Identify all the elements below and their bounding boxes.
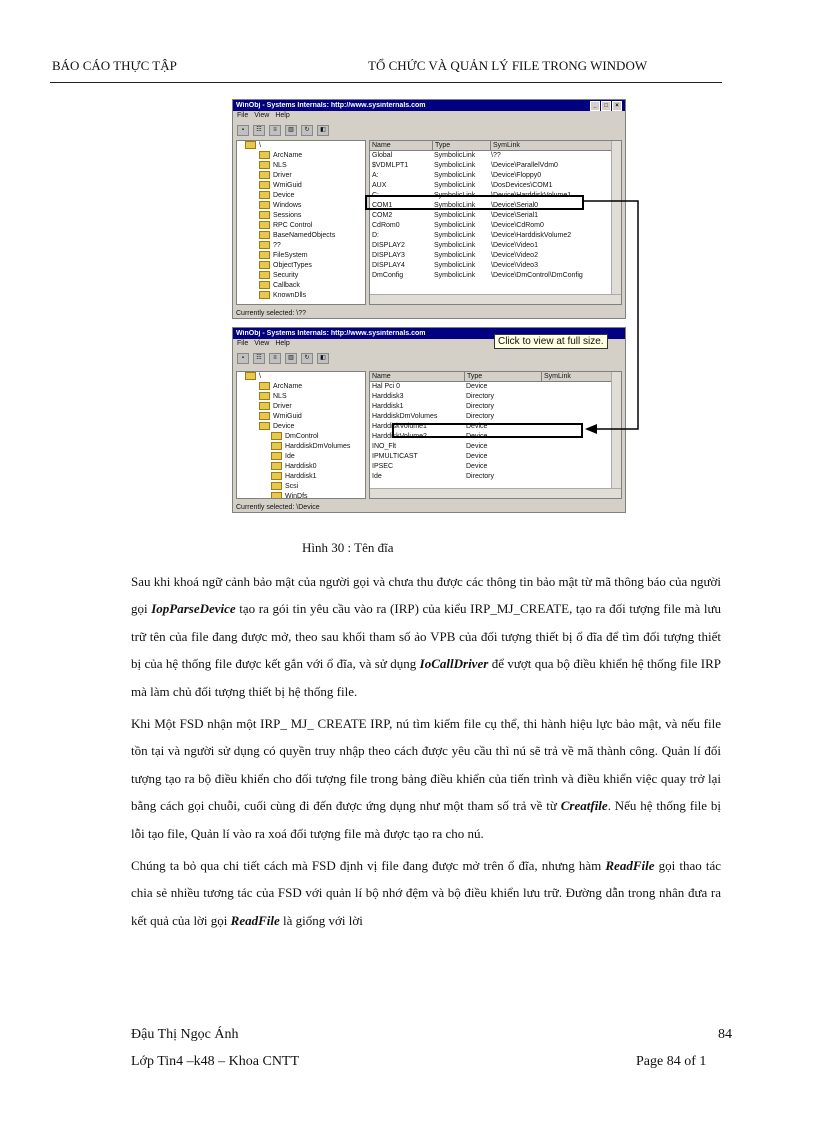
list-cell: SymbolicLink (434, 182, 476, 189)
list-cell: SymbolicLink (434, 152, 476, 159)
tree-item-label: Driver (273, 403, 292, 410)
text-run: là giống với lời (279, 912, 363, 928)
list-cell: \Device\DmControl\DmConfig (491, 272, 583, 279)
header-left: BÁO CÁO THỰC TẬP (52, 58, 177, 73)
list-header (370, 141, 621, 151)
tree-item[interactable] (237, 221, 365, 231)
full-size-tooltip[interactable]: Click to view at full size. (494, 334, 608, 349)
window-1-titlebar (233, 100, 625, 111)
refresh-icon[interactable]: ↻ (301, 353, 313, 364)
folder-icon (259, 281, 270, 289)
tree-item[interactable] (237, 151, 365, 161)
tree-item[interactable] (237, 291, 365, 301)
list-cell: \Device\Floppy0 (491, 172, 542, 179)
tree-item[interactable] (237, 462, 365, 472)
list-cell: CdRom0 (372, 222, 400, 229)
folder-icon (245, 141, 256, 149)
list-cell: \DosDevices\COM1 (491, 182, 553, 189)
tree-item[interactable] (237, 382, 365, 392)
folder-icon (245, 372, 256, 380)
tree-item-label: HarddiskDmVolumes (285, 443, 351, 450)
tree-item-label: WmiGuid (273, 413, 302, 420)
list-row[interactable] (370, 161, 621, 171)
list-cell: DISPLAY4 (372, 262, 405, 269)
list-row[interactable] (370, 442, 621, 452)
list-cell: Device (466, 433, 488, 440)
list-cell: Device (466, 443, 488, 450)
folder-icon (259, 402, 270, 410)
tree-item[interactable] (237, 241, 365, 251)
list-cell: HarddiskVolume1 (372, 423, 427, 430)
list-cell: DmConfig (372, 272, 404, 279)
tree-item-label: Windows (273, 202, 302, 209)
menu-help[interactable]: Help (275, 112, 290, 119)
menu-view[interactable]: View (254, 112, 270, 119)
list-cell: AUX (372, 182, 387, 189)
list-cell: SymbolicLink (434, 272, 476, 279)
window-1-status: Currently selected: \?? (236, 310, 307, 317)
tree-item-label: WinDfs (285, 493, 308, 499)
list-cell: Directory (466, 473, 495, 480)
list-cell (540, 442, 621, 452)
tree-item[interactable] (237, 422, 365, 432)
tree-item[interactable] (237, 392, 365, 402)
list-cell: SymbolicLink (434, 202, 476, 209)
tree-item-label: ?? (273, 242, 281, 249)
properties-icon[interactable]: ◧ (317, 353, 329, 364)
tree-item-label: Callback (273, 282, 300, 289)
tree-item[interactable] (237, 191, 365, 201)
text-run: Sau khi khoá ngữ cảnh bảo mật của người gọi và chưa thu được các thông tin bảo mật từ mã thông báo của người gọi (131, 574, 721, 617)
folder-icon (259, 422, 270, 430)
folder-icon (259, 251, 270, 259)
list-row[interactable] (370, 181, 621, 191)
list-cell: SymbolicLink (434, 162, 476, 169)
tree-item-label: WmiGuid (273, 182, 302, 189)
window-1-toolbar (233, 123, 625, 138)
list-cell (540, 462, 621, 472)
text-run: gọi thao tác chia sẻ nhiều tương tác của FSD với quản lí bộ nhớ đệm và bộ điều khiển lưu trữ. Đường dẫn trong nhân đưa ra kết quả của lời gọi (131, 858, 721, 928)
body-text (131, 568, 721, 939)
tree-item-label: KnownDlls (273, 292, 307, 299)
list-cell: \?? (491, 152, 501, 159)
folder-icon (259, 392, 270, 400)
menu-file[interactable]: File (237, 112, 249, 119)
tree-item[interactable] (237, 251, 365, 261)
properties-icon[interactable]: ◧ (317, 125, 329, 136)
list-cell: \Device\CdRom0 (491, 222, 544, 229)
tree-item[interactable] (237, 452, 365, 462)
small-icons-icon[interactable]: ☷ (253, 125, 265, 136)
menu-help[interactable]: Help (275, 340, 290, 347)
folder-icon (259, 231, 270, 239)
folder-icon (259, 211, 270, 219)
folder-icon (271, 462, 282, 470)
close-button[interactable]: × (612, 101, 622, 111)
function-name: IopParseDevice (151, 601, 236, 617)
tree-item[interactable] (237, 372, 365, 382)
folder-icon (271, 442, 282, 450)
window-1-title: WinObj - Systems Internals: http://www.sysinternals.com (236, 102, 426, 109)
footer-page-number: 84 (718, 1027, 732, 1042)
list-cell: COM1 (372, 202, 393, 209)
tree-item-label: Device (273, 192, 295, 199)
tree-item[interactable] (237, 482, 365, 492)
header-divider (50, 82, 722, 83)
list-cell (540, 472, 621, 482)
folder-icon (271, 472, 282, 480)
list-cell: SymbolicLink (434, 252, 476, 259)
window-2-status: Currently selected: \Device (236, 504, 320, 511)
list-view-icon[interactable]: ≡ (269, 125, 281, 136)
folder-icon (259, 191, 270, 199)
tree-item[interactable] (237, 211, 365, 221)
tree-item-label: ArcName (273, 152, 303, 159)
text-run: để vượt qua bộ điều khiển hệ thống file IRP mà làm chủ đối tượng thiết bị hệ thống file. (131, 656, 721, 699)
paragraph (131, 852, 721, 934)
list-cell: Device (466, 463, 488, 470)
tree-item[interactable] (237, 442, 365, 452)
list-cell: \Device\HarddiskVolume2 (491, 232, 572, 239)
tree-item-label: FileSystem (273, 252, 308, 259)
list-cell: Harddisk3 (372, 393, 404, 400)
list-row[interactable] (370, 452, 621, 462)
tree-item-label: \ (259, 373, 261, 380)
tree-item-label: RPC Control (273, 222, 313, 229)
folder-icon (271, 432, 282, 440)
function-name: Creatfile (560, 798, 608, 814)
window-1-panes (236, 140, 622, 305)
list-cell: Ide (372, 473, 382, 480)
text-run: tạo ra gói tin yêu cầu vào ra (IRP) của kiểu IRP_MJ_CREATE, tạo ra đối tượng file mà lưu trữ tên của file đang được mở, theo sau khối tham số ảo VPB của đối tượng thiết bị ổ đĩa để tìm đối tượng thiết bị của hệ thống file được kết gắn với ổ đĩa, và sử dụng (131, 601, 721, 672)
tree-item-label: Driver (273, 172, 292, 179)
highlight-harddiskvolume1 (392, 423, 583, 438)
menu-view[interactable]: View (254, 340, 270, 347)
tree-item-label: Sessions (273, 212, 302, 219)
window-2-title: WinObj - Systems Internals: http://www.sysinternals.com (236, 330, 426, 337)
list-cell: C: (372, 192, 379, 199)
tree-item[interactable] (237, 281, 365, 291)
tree-item[interactable] (237, 181, 365, 191)
folder-icon (259, 171, 270, 179)
col-type[interactable]: Type (465, 372, 542, 381)
list-cell: \Device\Video2 (491, 252, 538, 259)
function-name: ReadFile (605, 858, 655, 874)
tree-item[interactable] (237, 432, 365, 442)
folder-icon (259, 382, 270, 390)
maximize-button[interactable]: □ (601, 101, 611, 111)
tree-item[interactable] (237, 412, 365, 422)
tree-item[interactable] (237, 201, 365, 211)
folder-icon (259, 201, 270, 209)
list-cell: Directory (466, 413, 495, 420)
tree-item-label: BaseNamedObjects (273, 232, 336, 239)
list-cell: Hal Pci 0 (372, 383, 401, 390)
details-view-icon[interactable]: ▥ (285, 125, 297, 136)
footer-author: Đậu Thị Ngọc Ánh (131, 1027, 239, 1042)
tree-item-label: Harddisk1 (285, 473, 317, 480)
list-cell: SymbolicLink (434, 242, 476, 249)
list-cell: Device (466, 453, 488, 460)
winobj-window-2 (232, 327, 626, 513)
list-cell: \Device\Video3 (491, 262, 538, 269)
list-cell: HarddiskDmVolumes (372, 413, 438, 420)
tree-item-label: ArcName (273, 383, 303, 390)
list-view-icon[interactable]: ≡ (269, 353, 281, 364)
list-cell: \Device\Serial0 (491, 202, 539, 209)
list-cell: INO_Flt (372, 443, 397, 450)
list-cell: SymbolicLink (434, 232, 476, 239)
list-cell: Device (466, 383, 488, 390)
tree-item-label: DmControl (285, 433, 319, 440)
text-run: Chúng ta bỏ qua chi tiết cách mà FSD định vị file đang được mở trên ổ đĩa, nhưng hàm (131, 858, 606, 874)
list-cell: SymbolicLink (434, 192, 476, 199)
function-name: ReadFile (230, 912, 280, 928)
col-type[interactable]: Type (433, 141, 491, 150)
list-cell: Harddisk1 (372, 403, 404, 410)
tree-item[interactable] (237, 261, 365, 271)
tree-item[interactable] (237, 171, 365, 181)
folder-icon (259, 181, 270, 189)
list-row[interactable] (370, 462, 621, 472)
col-symlink[interactable]: SymLink (491, 141, 621, 150)
folder-icon (259, 271, 270, 279)
col-name[interactable]: Name (370, 141, 433, 150)
details-view-icon[interactable]: ▥ (285, 353, 297, 364)
list-cell: A: (372, 172, 379, 179)
col-name[interactable]: Name (370, 372, 465, 381)
folder-icon (259, 161, 270, 169)
list-cell: Directory (466, 393, 495, 400)
list-cell: \Device\Video1 (491, 242, 538, 249)
folder-icon (259, 221, 270, 229)
large-icons-icon[interactable]: ▪ (237, 353, 249, 364)
tree-item-label: Ide (285, 453, 295, 460)
footer-page-of: Page 84 of 1 (636, 1054, 707, 1069)
list-row[interactable] (370, 171, 621, 181)
paragraph (131, 710, 721, 847)
tree-item[interactable] (237, 271, 365, 281)
folder-icon (259, 261, 270, 269)
list-cell: $VDMLPT1 (372, 162, 409, 169)
list-cell: SymbolicLink (434, 222, 476, 229)
highlight-c-drive (365, 195, 584, 210)
folder-icon (259, 151, 270, 159)
tree-item-label: NLS (273, 162, 287, 169)
list-cell: \Device\ParallelVdm0 (491, 162, 558, 169)
tree-item[interactable] (237, 492, 365, 499)
list-cell: IPSEC (372, 463, 394, 470)
tree-item[interactable] (237, 231, 365, 241)
list-cell: SymbolicLink (434, 262, 476, 269)
list-cell: Directory (466, 403, 495, 410)
list-cell: DISPLAY2 (372, 242, 405, 249)
folder-icon (271, 452, 282, 460)
list-cell: \Device\HarddiskVolume1 (491, 192, 572, 199)
tree-item-label: Harddisk0 (285, 463, 317, 470)
window-1-menubar (233, 111, 625, 123)
tree-item-label: NLS (273, 393, 287, 400)
list-cell: D: (372, 232, 379, 239)
tree-item-label: Scsi (285, 483, 299, 490)
minimize-button[interactable]: _ (590, 101, 600, 111)
horizontal-scrollbar[interactable] (370, 488, 621, 498)
header-right: TỔ CHỨC VÀ QUẢN LÝ FILE TRONG WINDOW (368, 58, 648, 73)
tree-item-label: Security (273, 272, 299, 279)
tree-item-label: \ (259, 142, 261, 149)
list-cell: Device (466, 423, 488, 430)
small-icons-icon[interactable]: ☷ (253, 353, 265, 364)
large-icons-icon[interactable]: ▪ (237, 125, 249, 136)
folder-icon (259, 241, 270, 249)
list-row[interactable] (370, 472, 621, 482)
window-1-tree (236, 140, 366, 305)
list-cell: SymbolicLink (434, 172, 476, 179)
footer-class: Lớp Tin4 –k48 – Khoa CNTT (131, 1054, 300, 1069)
folder-icon (271, 482, 282, 490)
folder-icon (259, 291, 270, 299)
list-cell: IPMULTICAST (372, 453, 418, 460)
list-cell: COM2 (372, 212, 393, 219)
paragraph (131, 568, 721, 705)
menu-file[interactable]: File (237, 340, 249, 347)
list-cell: DISPLAY3 (372, 252, 405, 259)
tree-item[interactable] (237, 161, 365, 171)
text-run: . Nếu hệ thống file bị lỗi tạo file, Quản lí vào ra xoá đối tượng file mà được tạo ra cho nú. (131, 798, 721, 841)
list-cell: HarddiskVolume2 (372, 433, 427, 440)
list-cell (540, 452, 621, 462)
folder-icon (259, 412, 270, 420)
folder-icon (271, 492, 282, 499)
tree-item-label: ObjectTypes (273, 262, 312, 269)
list-cell: Global (372, 152, 393, 159)
text-run: Khi Một FSD nhận một IRP_ MJ_ CREATE IRP, nú tìm kiếm file cụ thể, thi hành hiệu lực bảo mật, và nếu file tồn tại và người sử dụng có quyền truy nhập theo cách được yêu cầu thì nú sẽ trả về mã thành công. Quản lí đối tượng tạo ra bộ điều khiển cho đối tượng file trong bảng điều khiển của tiến trình và điều khiển việc quay trở lại bằng cách gọi chuỗi, cuối cùng đi đến được ứng dụng như một tham số trả về từ (131, 716, 721, 814)
col-symlink[interactable]: SymLink (542, 372, 621, 381)
figure-caption: Hình 30 : Tên đĩa (302, 540, 394, 555)
connector-arrow (575, 195, 645, 440)
window-2-tree (236, 371, 366, 499)
tree-item[interactable] (237, 472, 365, 482)
list-cell: SymbolicLink (434, 212, 476, 219)
refresh-icon[interactable]: ↻ (301, 125, 313, 136)
list-cell: \Device\Serial1 (491, 212, 539, 219)
tree-item-label: Device (273, 423, 295, 430)
tree-item[interactable] (237, 141, 365, 151)
tree-item[interactable] (237, 402, 365, 412)
window-2-toolbar (233, 351, 625, 366)
list-row[interactable] (370, 151, 621, 161)
function-name: IoCallDriver (419, 656, 489, 672)
